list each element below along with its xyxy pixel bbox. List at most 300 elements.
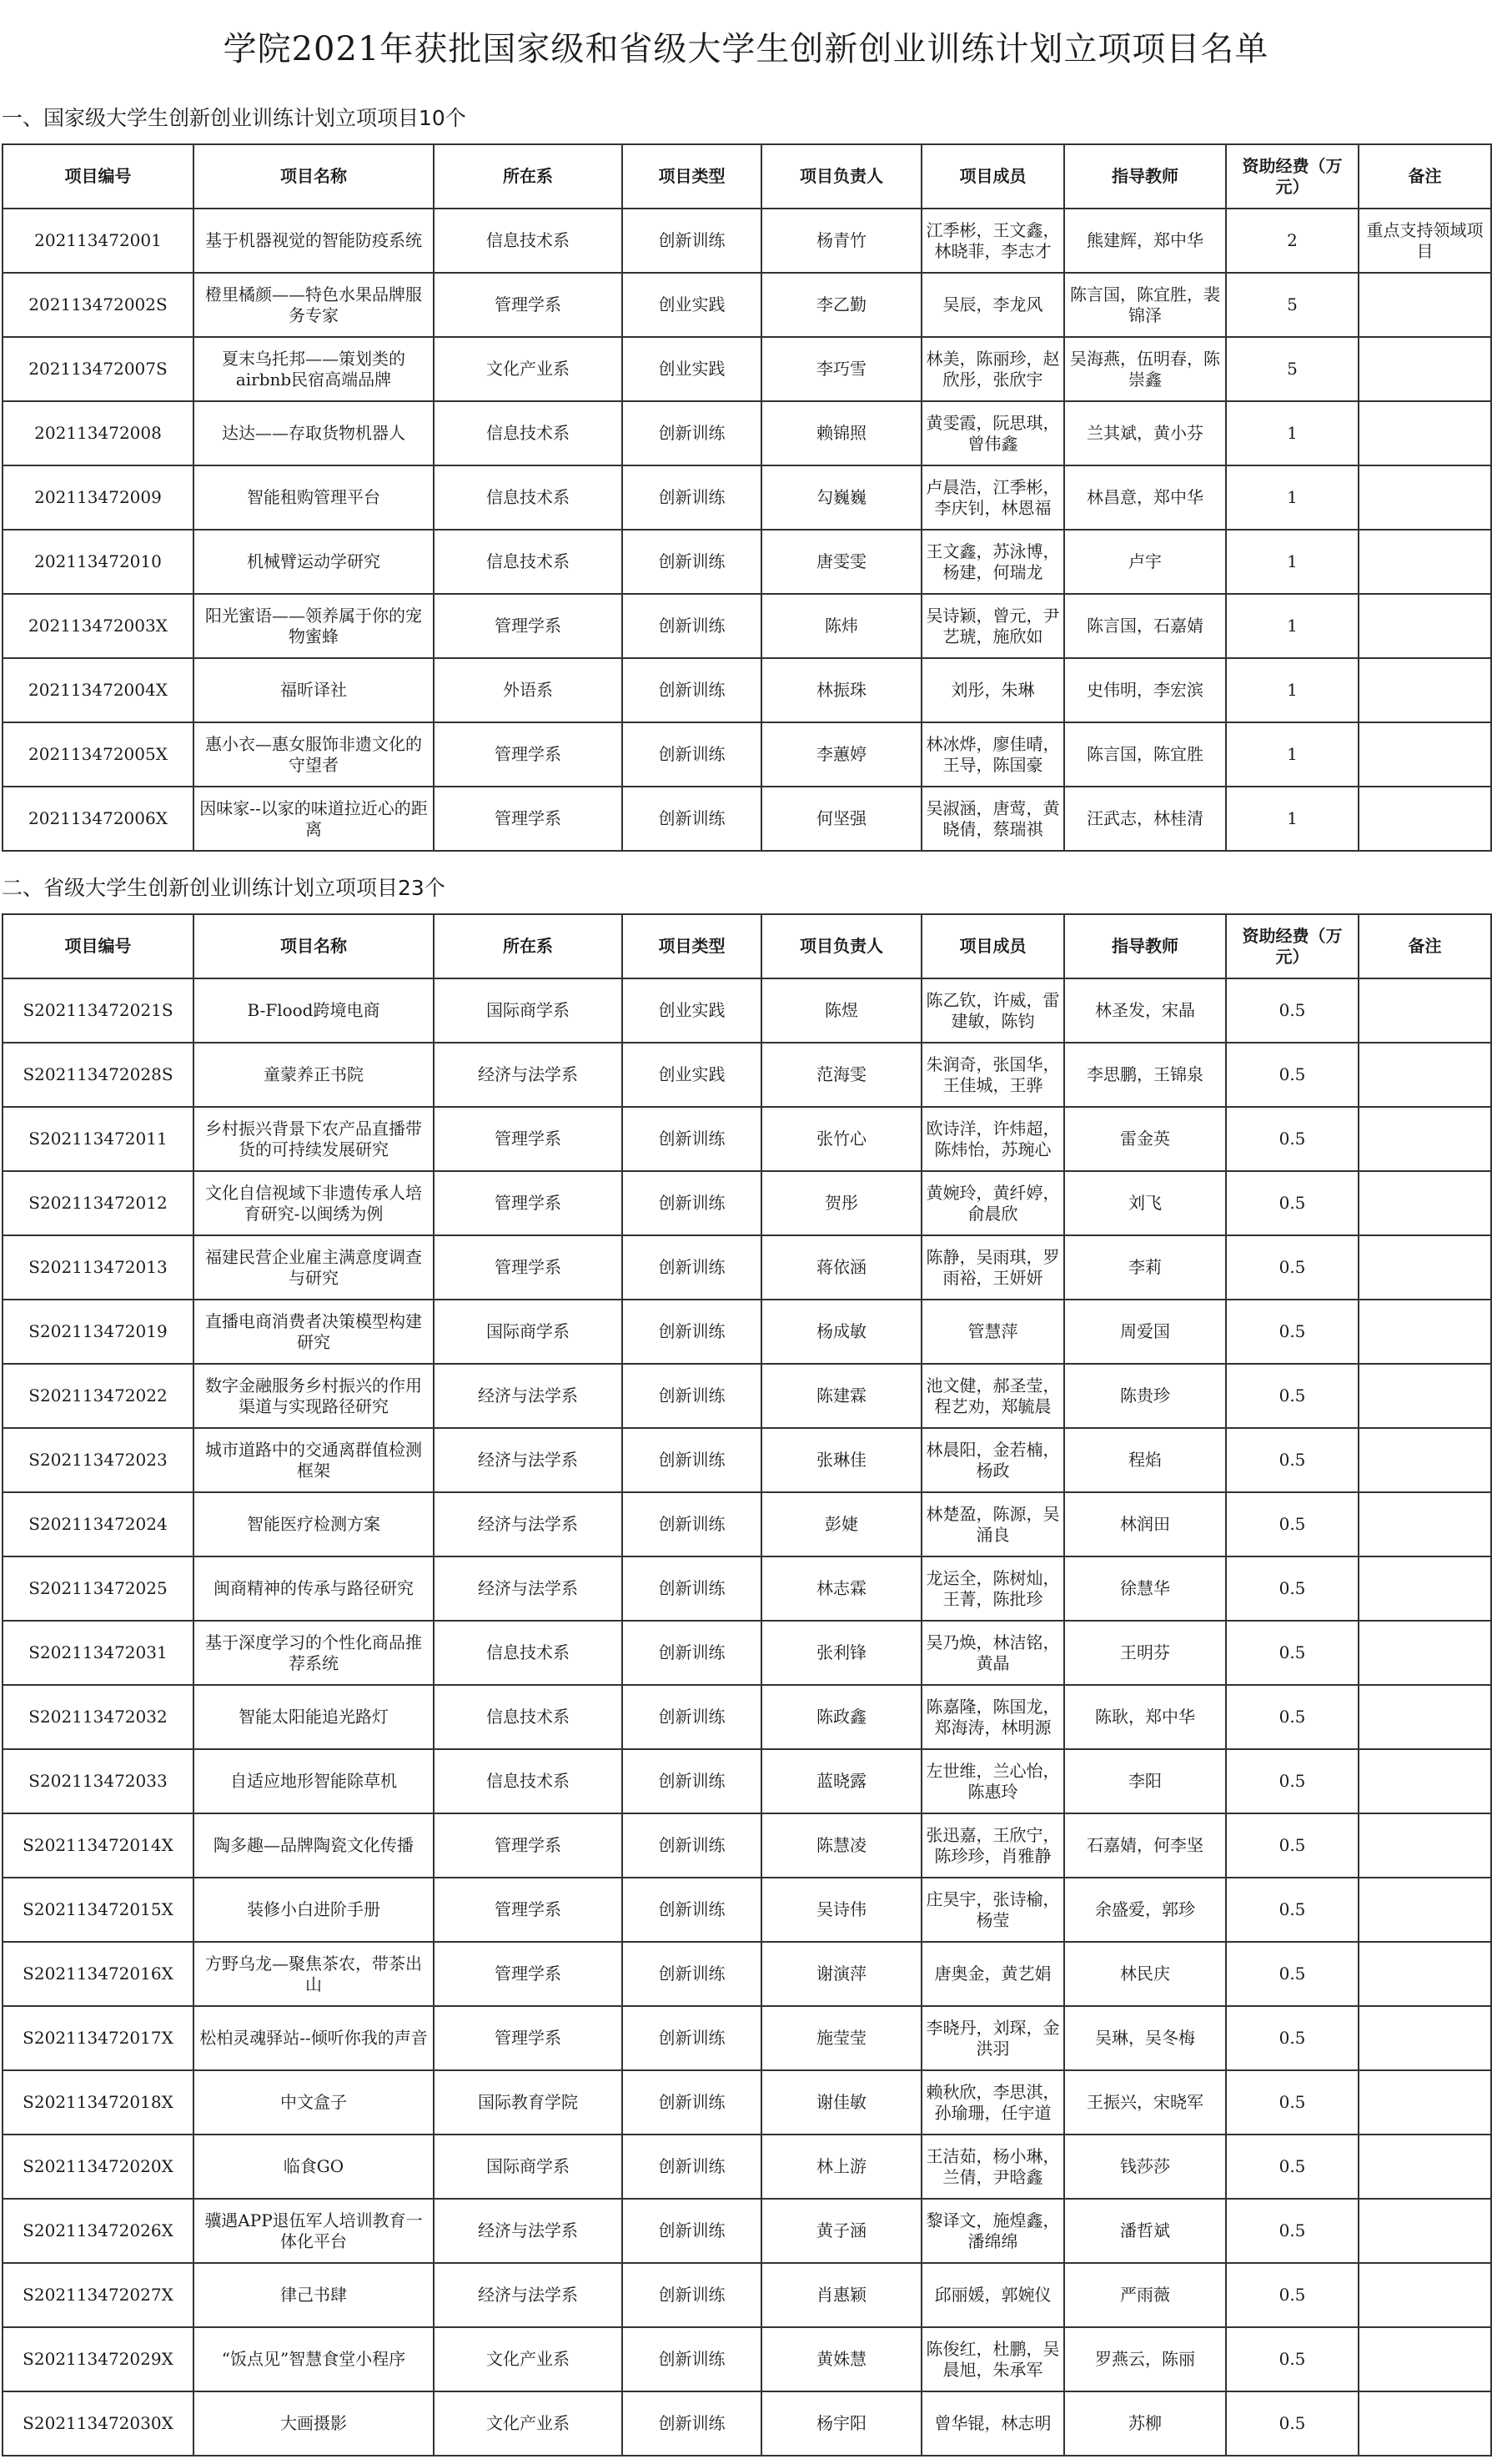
project-type-cell: 创新训练 [622,1107,761,1171]
project-leader-cell: 肖惠颖 [761,2263,922,2327]
table-row [3,2391,1491,2456]
funding-cell: 0.5 [1226,1749,1359,1813]
department-cell: 经济与法学系 [434,1556,622,1621]
project-type-cell: 创新训练 [622,1428,761,1492]
note-cell [1359,2391,1491,2456]
table-row [3,401,1491,465]
project-id-cell: S202113472027X [3,2263,193,2327]
project-type-cell: 创新训练 [622,2070,761,2135]
project-id-cell: S202113472014X [3,1813,193,1878]
project-id-cell: S202113472029X [3,2327,193,2391]
project-members-cell: 庄昊宇，张诗榆，杨莹 [922,1878,1064,1942]
table-row [3,658,1491,722]
project-type-cell: 创新训练 [622,1621,761,1685]
project-type-cell: 创新训练 [622,2391,761,2456]
project-name-cell: 骥遇APP退伍军人培训教育一体化平台 [193,2199,434,2263]
project-members-cell: 黎译文，施煌鑫，潘绵绵 [922,2199,1064,2263]
project-members-cell: 刘彤，朱琳 [922,658,1064,722]
advisor-cell: 陈言国，陈宜胜 [1064,722,1226,787]
project-members-cell: 欧诗洋，许炜超，陈炜怡，苏琬心 [922,1107,1064,1171]
advisor-cell: 吴海燕，伍明春，陈崇鑫 [1064,337,1226,401]
advisor-cell: 严雨薇 [1064,2263,1226,2327]
department-cell: 管理学系 [434,1171,622,1235]
project-id-cell: 202113472007S [3,337,193,401]
table-row [3,1556,1491,1621]
table-header-row [3,144,1491,209]
header-note: 备注 [1359,144,1491,209]
department-cell: 信息技术系 [434,530,622,594]
note-cell [1359,401,1491,465]
table-row [3,1235,1491,1300]
header-type: 项目类型 [622,914,761,978]
advisor-cell: 徐慧华 [1064,1556,1226,1621]
funding-cell: 0.5 [1226,1428,1359,1492]
advisor-cell: 雷金英 [1064,1107,1226,1171]
project-name-cell: 橙里橘颜——特色水果品牌服务专家 [193,273,434,337]
funding-cell: 0.5 [1226,1685,1359,1749]
project-name-cell: 夏末乌托邦——策划类的airbnb民宿高端品牌 [193,337,434,401]
project-type-cell: 创业实践 [622,978,761,1043]
project-type-cell: 创新训练 [622,2006,761,2070]
project-leader-cell: 彭婕 [761,1492,922,1556]
table-row [3,1043,1491,1107]
project-id-cell: S202113472016X [3,1942,193,2006]
project-leader-cell: 张竹心 [761,1107,922,1171]
note-cell [1359,1492,1491,1556]
project-members-cell: 吴诗颖，曾元，尹艺琥，施欣如 [922,594,1064,658]
project-name-cell: 自适应地形智能除草机 [193,1749,434,1813]
project-name-cell: 福昕译社 [193,658,434,722]
funding-cell: 2 [1226,209,1359,273]
project-id-cell: S202113472026X [3,2199,193,2263]
advisor-cell: 潘哲斌 [1064,2199,1226,2263]
department-cell: 信息技术系 [434,209,622,273]
project-members-cell: 林冰烨，廖佳晴，王导，陈国豪 [922,722,1064,787]
project-id-cell: 202113472010 [3,530,193,594]
advisor-cell: 周爱国 [1064,1300,1226,1364]
note-cell [1359,1749,1491,1813]
table-row [3,530,1491,594]
project-id-cell: S202113472028S [3,1043,193,1107]
project-leader-cell: 李蕙婷 [761,722,922,787]
funding-cell: 0.5 [1226,2070,1359,2135]
project-type-cell: 创新训练 [622,1878,761,1942]
project-type-cell: 创新训练 [622,658,761,722]
department-cell: 信息技术系 [434,1749,622,1813]
project-name-cell: 惠小衣—惠女服饰非遗文化的守望者 [193,722,434,787]
project-id-cell: 202113472005X [3,722,193,787]
funding-cell: 0.5 [1226,1043,1359,1107]
project-leader-cell: 陈政鑫 [761,1685,922,1749]
project-type-cell: 创业实践 [622,273,761,337]
department-cell: 管理学系 [434,2006,622,2070]
header-id: 项目编号 [3,914,193,978]
project-leader-cell: 贺彤 [761,1171,922,1235]
project-type-cell: 创新训练 [622,2135,761,2199]
table-row [3,2263,1491,2327]
department-cell: 经济与法学系 [434,1492,622,1556]
header-type: 项目类型 [622,144,761,209]
project-name-cell: 达达——存取货物机器人 [193,401,434,465]
project-members-cell: 林楚盈，陈源，吴涌良 [922,1492,1064,1556]
project-leader-cell: 黄子涵 [761,2199,922,2263]
project-name-cell: 装修小白进阶手册 [193,1878,434,1942]
project-name-cell: 方野乌龙—聚焦茶农，带茶出山 [193,1942,434,2006]
funding-cell: 1 [1226,465,1359,530]
funding-cell: 1 [1226,401,1359,465]
project-type-cell: 创新训练 [622,1813,761,1878]
note-cell [1359,1171,1491,1235]
note-cell [1359,1556,1491,1621]
project-members-cell: 邱丽媛，郭婉仪 [922,2263,1064,2327]
department-cell: 文化产业系 [434,337,622,401]
project-id-cell: S202113472031 [3,1621,193,1685]
note-cell [1359,1878,1491,1942]
project-name-cell: 乡村振兴背景下农产品直播带货的可持续发展研究 [193,1107,434,1171]
department-cell: 信息技术系 [434,465,622,530]
project-name-cell: 因味家--以家的味道拉近心的距离 [193,787,434,851]
project-type-cell: 创新训练 [622,2199,761,2263]
project-leader-cell: 陈炜 [761,594,922,658]
project-name-cell: 阳光蜜语——领养属于你的宠物蜜蜂 [193,594,434,658]
advisor-cell: 吴琳，吴冬梅 [1064,2006,1226,2070]
project-type-cell: 创新训练 [622,1685,761,1749]
department-cell: 国际教育学院 [434,2070,622,2135]
note-cell [1359,1300,1491,1364]
project-leader-cell: 张利锋 [761,1621,922,1685]
project-members-cell: 吴辰，李龙风 [922,273,1064,337]
project-leader-cell: 杨宇阳 [761,2391,922,2456]
project-id-cell: S202113472022 [3,1364,193,1428]
header-fund: 资助经费（万元） [1226,144,1359,209]
header-leader: 项目负责人 [761,144,922,209]
project-name-cell: 智能医疗检测方案 [193,1492,434,1556]
project-members-cell: 管慧萍 [922,1300,1064,1364]
advisor-cell: 林昌意，郑中华 [1064,465,1226,530]
note-cell [1359,273,1491,337]
project-id-cell: S202113472032 [3,1685,193,1749]
funding-cell: 0.5 [1226,2327,1359,2391]
advisor-cell: 王明芬 [1064,1621,1226,1685]
project-leader-cell: 林振珠 [761,658,922,722]
project-type-cell: 创新训练 [622,1235,761,1300]
advisor-cell: 王振兴，宋晓军 [1064,2070,1226,2135]
table-row [3,722,1491,787]
note-cell [1359,658,1491,722]
advisor-cell: 苏柳 [1064,2391,1226,2456]
project-type-cell: 创新训练 [622,1942,761,2006]
project-id-cell: S202113472021S [3,978,193,1043]
table-row [3,2006,1491,2070]
project-type-cell: 创新训练 [622,1364,761,1428]
advisor-cell: 罗燕云，陈丽 [1064,2327,1226,2391]
funding-cell: 0.5 [1226,978,1359,1043]
project-leader-cell: 杨青竹 [761,209,922,273]
project-name-cell: 文化自信视域下非遗传承人培育研究-以闽绣为例 [193,1171,434,1235]
department-cell: 管理学系 [434,1107,622,1171]
department-cell: 经济与法学系 [434,1043,622,1107]
note-cell [1359,1685,1491,1749]
department-cell: 管理学系 [434,1235,622,1300]
project-members-cell: 陈乙钦，许威，雷建敏，陈钧 [922,978,1064,1043]
project-type-cell: 创新训练 [622,401,761,465]
project-members-cell: 江季彬，王文鑫，林晓菲，李志才 [922,209,1064,273]
project-members-cell: 朱润奇，张国华，王佳城，王骅 [922,1043,1064,1107]
project-name-cell: 松柏灵魂驿站--倾听你我的声音 [193,2006,434,2070]
project-leader-cell: 蓝晓露 [761,1749,922,1813]
header-id: 项目编号 [3,144,193,209]
project-name-cell: 机械臂运动学研究 [193,530,434,594]
project-type-cell: 创新训练 [622,209,761,273]
advisor-cell: 陈耿，郑中华 [1064,1685,1226,1749]
note-cell [1359,1428,1491,1492]
project-name-cell: 数字金融服务乡村振兴的作用渠道与实现路径研究 [193,1364,434,1428]
note-cell [1359,1813,1491,1878]
advisor-cell: 程焰 [1064,1428,1226,1492]
funding-cell: 0.5 [1226,1813,1359,1878]
project-members-cell: 曾华锟，林志明 [922,2391,1064,2456]
page-title: 学院2021年获批国家级和省级大学生创新创业训练计划立项项目名单 [223,29,1269,68]
project-members-cell: 王洁茹，杨小琳，兰倩，尹晗鑫 [922,2135,1064,2199]
funding-cell: 1 [1226,787,1359,851]
project-members-cell: 李晓丹，刘琛，金洪羽 [922,2006,1064,2070]
provincial-projects-table [2,913,1492,2456]
project-name-cell: 临食GO [193,2135,434,2199]
table-row [3,1171,1491,1235]
department-cell: 外语系 [434,658,622,722]
header-fund: 资助经费（万元） [1226,914,1359,978]
header-leader: 项目负责人 [761,914,922,978]
advisor-cell: 林民庆 [1064,1942,1226,2006]
note-cell [1359,722,1491,787]
project-members-cell: 张迅嘉，王欣宁，陈珍珍，肖雅静 [922,1813,1064,1878]
note-cell [1359,1107,1491,1171]
advisor-cell: 卢宇 [1064,530,1226,594]
advisor-cell: 李思鹏，王锦泉 [1064,1043,1226,1107]
project-leader-cell: 何坚强 [761,787,922,851]
funding-cell: 0.5 [1226,2263,1359,2327]
funding-cell: 0.5 [1226,1878,1359,1942]
project-id-cell: S202113472019 [3,1300,193,1364]
national-projects-table [2,143,1492,852]
header-dept: 所在系 [434,144,622,209]
project-name-cell: 基于机器视觉的智能防疫系统 [193,209,434,273]
project-leader-cell: 蒋依涵 [761,1235,922,1300]
project-id-cell: S202113472024 [3,1492,193,1556]
header-name: 项目名称 [193,914,434,978]
table-row [3,787,1491,851]
project-leader-cell: 陈煜 [761,978,922,1043]
note-cell [1359,1364,1491,1428]
project-name-cell: 智能租购管理平台 [193,465,434,530]
header-advisor: 指导教师 [1064,144,1226,209]
funding-cell: 1 [1226,530,1359,594]
table-row [3,465,1491,530]
project-id-cell: S202113472013 [3,1235,193,1300]
advisor-cell: 陈贵珍 [1064,1364,1226,1428]
project-type-cell: 创新训练 [622,2327,761,2391]
note-cell [1359,530,1491,594]
advisor-cell: 李莉 [1064,1235,1226,1300]
advisor-cell: 钱莎莎 [1064,2135,1226,2199]
project-name-cell: 律己书肆 [193,2263,434,2327]
project-type-cell: 创新训练 [622,1300,761,1364]
project-name-cell: 福建民营企业雇主满意度调查与研究 [193,1235,434,1300]
project-type-cell: 创新训练 [622,1492,761,1556]
advisor-cell: 陈言国，陈宜胜，裴锦泽 [1064,273,1226,337]
note-cell [1359,1235,1491,1300]
project-name-cell: 智能太阳能追光路灯 [193,1685,434,1749]
advisor-cell: 熊建辉，郑中华 [1064,209,1226,273]
project-members-cell: 王文鑫，苏泳博，杨建，何瑞龙 [922,530,1064,594]
advisor-cell: 兰其斌，黄小芬 [1064,401,1226,465]
funding-cell: 0.5 [1226,2006,1359,2070]
funding-cell: 0.5 [1226,1556,1359,1621]
project-type-cell: 创新训练 [622,465,761,530]
project-name-cell: B-Flood跨境电商 [193,978,434,1043]
project-leader-cell: 陈建霖 [761,1364,922,1428]
project-type-cell: 创新训练 [622,1749,761,1813]
project-members-cell: 林美，陈丽珍，赵欣彤，张欣宇 [922,337,1064,401]
note-cell [1359,2006,1491,2070]
project-leader-cell: 谢演萍 [761,1942,922,2006]
advisor-cell: 李阳 [1064,1749,1226,1813]
header-advisor: 指导教师 [1064,914,1226,978]
project-members-cell: 吴乃焕，林洁铭，黄晶 [922,1621,1064,1685]
advisor-cell: 林润田 [1064,1492,1226,1556]
header-members: 项目成员 [922,144,1064,209]
project-leader-cell: 杨成敏 [761,1300,922,1364]
project-members-cell: 赖秋欣，李思淇，孙瑜珊，任宇道 [922,2070,1064,2135]
project-id-cell: S202113472030X [3,2391,193,2456]
project-leader-cell: 李巧雪 [761,337,922,401]
project-leader-cell: 勾巍巍 [761,465,922,530]
project-name-cell: 直播电商消费者决策模型构建研究 [193,1300,434,1364]
table-row [3,2070,1491,2135]
note-cell: 重点支持领域项目 [1359,209,1491,273]
note-cell [1359,465,1491,530]
department-cell: 信息技术系 [434,1621,622,1685]
section-heading-national: 一、国家级大学生创新创业训练计划立项项目10个 [2,106,466,130]
project-id-cell: 202113472003X [3,594,193,658]
note-cell [1359,2327,1491,2391]
project-name-cell: 中文盒子 [193,2070,434,2135]
header-name: 项目名称 [193,144,434,209]
project-id-cell: 202113472008 [3,401,193,465]
note-cell [1359,594,1491,658]
note-cell [1359,2263,1491,2327]
funding-cell: 5 [1226,273,1359,337]
project-name-cell: 大画摄影 [193,2391,434,2456]
funding-cell: 0.5 [1226,1300,1359,1364]
department-cell: 管理学系 [434,722,622,787]
table-row [3,273,1491,337]
advisor-cell: 汪武志，林桂清 [1064,787,1226,851]
funding-cell: 0.5 [1226,1621,1359,1685]
table-row [3,1749,1491,1813]
note-cell [1359,978,1491,1043]
table-row [3,1364,1491,1428]
project-id-cell: 202113472002S [3,273,193,337]
project-type-cell: 创新训练 [622,722,761,787]
project-id-cell: S202113472025 [3,1556,193,1621]
department-cell: 经济与法学系 [434,2263,622,2327]
project-name-cell: 童蒙养正书院 [193,1043,434,1107]
advisor-cell: 史伟明，李宏滨 [1064,658,1226,722]
note-cell [1359,2070,1491,2135]
department-cell: 经济与法学系 [434,1428,622,1492]
project-members-cell: 陈嘉隆，陈国龙，郑海涛，林明源 [922,1685,1064,1749]
department-cell: 管理学系 [434,787,622,851]
project-members-cell: 吴淑涵，唐莺，黄晓倩，蔡瑞祺 [922,787,1064,851]
table-row [3,1878,1491,1942]
project-id-cell: S202113472018X [3,2070,193,2135]
project-id-cell: 202113472006X [3,787,193,851]
table-row [3,594,1491,658]
project-id-cell: S202113472012 [3,1171,193,1235]
project-members-cell: 龙运全，陈树灿，王菁，陈批珍 [922,1556,1064,1621]
table-row [3,1428,1491,1492]
department-cell: 管理学系 [434,273,622,337]
table-row [3,1685,1491,1749]
project-leader-cell: 张琳佳 [761,1428,922,1492]
header-note: 备注 [1359,914,1491,978]
project-type-cell: 创新训练 [622,594,761,658]
department-cell: 经济与法学系 [434,1364,622,1428]
project-leader-cell: 施莹莹 [761,2006,922,2070]
funding-cell: 0.5 [1226,1235,1359,1300]
funding-cell: 0.5 [1226,1492,1359,1556]
funding-cell: 0.5 [1226,1942,1359,2006]
project-id-cell: S202113472023 [3,1428,193,1492]
project-id-cell: S202113472033 [3,1749,193,1813]
note-cell [1359,1043,1491,1107]
department-cell: 信息技术系 [434,401,622,465]
funding-cell: 0.5 [1226,2135,1359,2199]
project-name-cell: 陶多趣—品牌陶瓷文化传播 [193,1813,434,1878]
project-name-cell: 城市道路中的交通离群值检测框架 [193,1428,434,1492]
table-row [3,1300,1491,1364]
project-id-cell: 202113472009 [3,465,193,530]
table-row [3,2135,1491,2199]
advisor-cell: 石嘉婧，何李坚 [1064,1813,1226,1878]
funding-cell: 0.5 [1226,1107,1359,1171]
project-name-cell: 闽商精神的传承与路径研究 [193,1556,434,1621]
table-row [3,978,1491,1043]
header-members: 项目成员 [922,914,1064,978]
department-cell: 文化产业系 [434,2391,622,2456]
project-members-cell: 陈静，吴雨琪，罗雨裕，王妍妍 [922,1235,1064,1300]
advisor-cell: 余盛爱，郭珍 [1064,1878,1226,1942]
project-leader-cell: 赖锦照 [761,401,922,465]
department-cell: 国际商学系 [434,1300,622,1364]
project-leader-cell: 陈慧凌 [761,1813,922,1878]
department-cell: 信息技术系 [434,1685,622,1749]
section-heading-provincial: 二、省级大学生创新创业训练计划立项项目23个 [2,876,445,900]
project-leader-cell: 谢佳敏 [761,2070,922,2135]
funding-cell: 0.5 [1226,2199,1359,2263]
table-row [3,209,1491,273]
table-row [3,337,1491,401]
department-cell: 经济与法学系 [434,2199,622,2263]
advisor-cell: 刘飞 [1064,1171,1226,1235]
table-row [3,1813,1491,1878]
project-id-cell: S202113472020X [3,2135,193,2199]
funding-cell: 1 [1226,722,1359,787]
note-cell [1359,787,1491,851]
table-row [3,1107,1491,1171]
project-id-cell: 202113472001 [3,209,193,273]
